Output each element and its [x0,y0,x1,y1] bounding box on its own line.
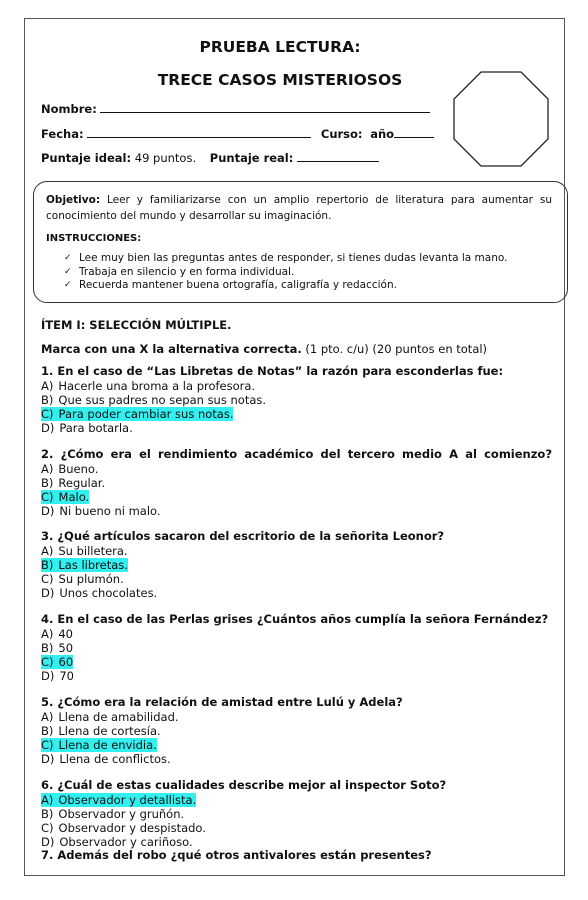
objective-body: Leer y familiarizarse con un amplio repertorio de literatura para aumentar su conocimiento del mundo y desarrollar su imaginación. [46,194,552,222]
option-c[interactable] [41,407,552,421]
option-b[interactable] [41,807,552,821]
option-a[interactable] [41,793,552,807]
real-score-field[interactable] [297,151,379,162]
highlighted-answer: A) Observador y detallista. [41,793,197,807]
option-mark: A) Bueno. [41,462,99,476]
option-a[interactable] [41,544,552,558]
option-b[interactable] [41,476,552,490]
option-b[interactable] [41,393,552,407]
option-mark: B) 50 [41,641,74,655]
option-d[interactable] [41,835,552,849]
option-d[interactable] [41,504,552,518]
date-label: Fecha: [41,127,84,141]
question-7 [41,848,552,863]
option-mark: B) Regular. [41,476,106,490]
highlighted-answer: B) Las libretas. [41,558,128,572]
option-mark: D) Ni bueno ni malo. [41,504,161,518]
question-text: 1. En el caso de “Las Libretas de Notas” la razón para esconderlas fue: [41,364,504,378]
highlighted-answer: C) Para poder cambiar sus notas. [41,407,234,421]
question-1 [41,364,552,435]
name-label: Nombre: [41,102,97,116]
option-b[interactable] [41,641,552,655]
instruction-item: ✓ Lee muy bien las preguntas antes de responder, si tienes dudas levanta la mano. [64,252,508,264]
prompt-points: (1 pto. c/u) (20 puntos en total) [305,342,488,356]
ideal-score-value: 49 puntos. [134,151,197,165]
checkmark-icon: ✓ [64,266,72,277]
prompt-bold: Marca con una X la alternativa correcta. [41,342,302,356]
option-mark: B) Que sus padres no sepan sus notas. [41,393,267,407]
year-label: año [370,127,395,141]
option-mark: A) Hacerle una broma a la profesora. [41,379,256,393]
option-a[interactable] [41,462,552,476]
option-mark: D) Llena de conflictos. [41,752,171,766]
option-d[interactable] [41,586,552,600]
objective-text [46,192,552,224]
option-c[interactable] [41,821,552,835]
question-5 [41,695,552,766]
option-mark: A) Su billetera. [41,544,128,558]
ideal-score-label: Puntaje ideal: [41,151,132,165]
name-field[interactable] [100,102,430,113]
question-6 [41,778,552,849]
option-d[interactable] [41,421,552,435]
year-field[interactable] [394,127,434,138]
date-field[interactable] [87,127,311,138]
option-a[interactable] [41,379,552,393]
option-mark: D) Para botarla. [41,421,133,435]
option-c[interactable] [41,738,552,752]
question-text: 5. ¿Cómo era la relación de amistad entre Lulú y Adela? [41,695,403,709]
highlighted-answer: C) 60 [41,655,74,669]
score-row [41,151,379,165]
section-prompt [41,342,487,356]
highlighted-answer: C) Llena de envidia. [41,738,157,752]
option-d[interactable] [41,752,552,766]
option-mark: D) Unos chocolates. [41,586,158,600]
exam-title: PRUEBA LECTURA: [199,38,361,56]
objective-label: Objetivo: [46,194,101,206]
highlighted-answer: C) Malo. [41,490,90,504]
option-b[interactable] [41,724,552,738]
instructions-list [64,252,507,293]
option-a[interactable] [41,627,552,641]
instruction-item: ✓ Trabaja en silencio y en forma individual. [64,265,295,278]
option-mark: B) Llena de cortesía. [41,724,161,738]
option-mark: C) Su plumón. [41,572,124,586]
option-a[interactable] [41,710,552,724]
date-row [41,127,434,141]
option-mark: A) 40 [41,627,73,641]
course-label: Curso: [320,127,363,141]
question-4 [41,612,552,683]
option-c[interactable] [41,490,552,504]
option-b[interactable] [41,558,552,572]
checkmark-icon: ✓ [64,280,72,290]
option-c[interactable] [41,572,552,586]
name-row [41,102,430,116]
question-text: 6. ¿Cuál de estas cualidades describe mejor al inspector Soto? [41,778,447,792]
option-mark: D) 70 [41,669,74,683]
real-score-label: Puntaje real: [209,151,294,165]
checkmark-icon: ✓ [64,253,72,263]
option-mark: A) Llena de amabilidad. [41,710,179,724]
option-mark: C) Observador y despistado. [41,821,206,835]
option-c[interactable] [41,655,552,669]
question-text: 4. En el caso de las Perlas grises ¿Cuántos años cumplía la señora Fernández? [41,612,549,626]
question-text: 7. Además del robo ¿qué otros antivalores están presentes? [41,848,432,862]
option-d[interactable] [41,669,552,683]
instructions-title: INSTRUCCIONES: [46,233,142,244]
option-mark: D) Observador y cariñoso. [41,835,193,849]
section-title: ÍTEM I: SELECCIÓN MÚLTIPLE. [41,318,232,332]
option-mark: B) Observador y gruñón. [41,807,185,821]
question-text: 3. ¿Qué artículos sacaron del escritorio de la señorita Leonor? [41,529,445,543]
score-octagon [453,71,549,167]
instruction-item: ✓ Recuerda mantener buena ortografía, caligrafía y redacción. [64,279,397,291]
question-text: 2. ¿Cómo era el rendimiento académico del tercero medio A al comienzo? [41,447,552,461]
question-2 [41,447,552,518]
exam-subtitle: TRECE CASOS MISTERIOSOS [157,71,403,89]
question-3 [41,529,552,600]
